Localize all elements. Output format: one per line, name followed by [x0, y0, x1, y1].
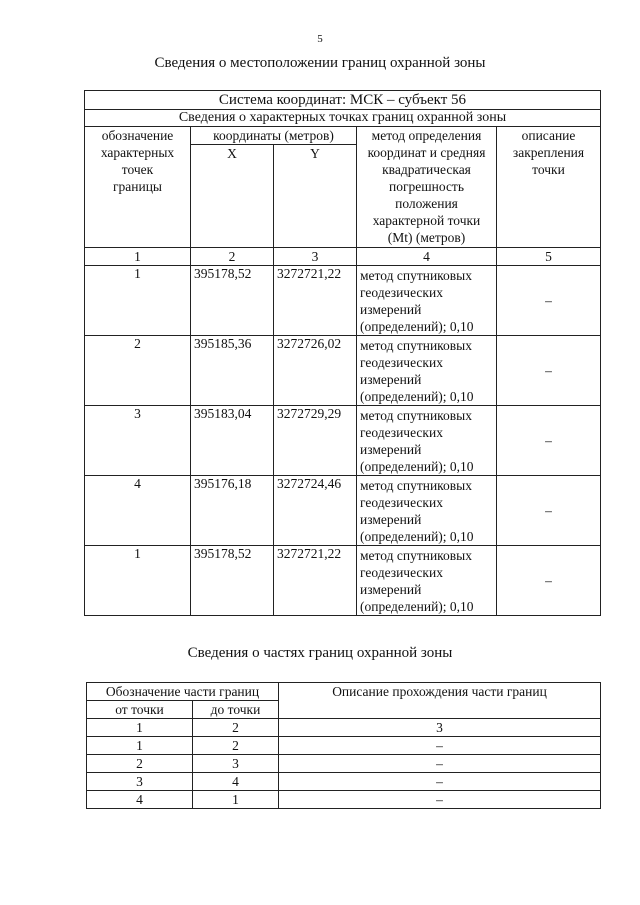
to-point: 2 [193, 737, 279, 755]
points-subtitle: Сведения о характерных точках границ охранной зоны [85, 110, 601, 127]
x-coordinate: 395178,52 [191, 546, 274, 616]
method-description: метод спутниковых геодезических измерений (определений); 0,10 [357, 406, 497, 476]
description-header: Описание прохождения части границ [279, 683, 601, 719]
point-number: 1 [85, 546, 191, 616]
method-description: метод спутниковых геодезических измерений (определений); 0,10 [357, 266, 497, 336]
fixing-description: – [497, 266, 601, 336]
column-number: 1 [87, 719, 193, 737]
table-row [85, 336, 601, 406]
page-number: 5 [317, 33, 323, 45]
location-title: Сведения о местоположении границ охранной зоны [154, 55, 486, 71]
from-point: 1 [87, 737, 193, 755]
y-coordinate: 3272721,22 [274, 546, 357, 616]
point-number: 2 [85, 336, 191, 406]
table-row [85, 546, 601, 616]
to-point: 3 [193, 755, 279, 773]
part-description: – [279, 791, 601, 809]
designation-header: Обозначение части границ [87, 683, 279, 701]
method-header: метод определения координат и средняя квадратическая погрешность положения характерной точки (Mt) (метров) [357, 127, 497, 248]
y-coordinate: 3272721,22 [274, 266, 357, 336]
column-number-row [85, 248, 601, 266]
part-description: – [279, 773, 601, 791]
column-number: 3 [279, 719, 601, 737]
x-coordinate: 395176,18 [191, 476, 274, 546]
to-point-header: до точки [193, 701, 279, 719]
point-designation-header: обозначение характерных точек границы [85, 127, 191, 248]
table-row [85, 476, 601, 546]
table-row [85, 266, 601, 336]
coordinates-header: координаты (метров) [191, 127, 357, 145]
y-coordinate: 3272726,02 [274, 336, 357, 406]
part-description: – [279, 737, 601, 755]
from-point-header: от точки [87, 701, 193, 719]
y-coordinate: 3272729,29 [274, 406, 357, 476]
point-number: 3 [85, 406, 191, 476]
table-row [87, 773, 601, 791]
fixing-description: – [497, 546, 601, 616]
coordinates-table [84, 90, 601, 616]
column-number: 1 [85, 248, 191, 266]
column-number: 4 [357, 248, 497, 266]
column-number: 2 [191, 248, 274, 266]
fixing-description: – [497, 476, 601, 546]
column-number: 5 [497, 248, 601, 266]
table-row [87, 755, 601, 773]
method-description: метод спутниковых геодезических измерений (определений); 0,10 [357, 546, 497, 616]
method-description: метод спутниковых геодезических измерений (определений); 0,10 [357, 336, 497, 406]
from-point: 2 [87, 755, 193, 773]
method-description: метод спутниковых геодезических измерений (определений); 0,10 [357, 476, 497, 546]
x-coordinate: 395178,52 [191, 266, 274, 336]
coordinate-system-label: Система координат: МСК – субъект 56 [85, 91, 601, 110]
fixing-header: описание закрепления точки [497, 127, 601, 248]
point-number: 4 [85, 476, 191, 546]
part-description: – [279, 755, 601, 773]
y-header: Y [274, 145, 357, 248]
parts-title: Сведения о частях границ охранной зоны [187, 645, 453, 661]
from-point: 3 [87, 773, 193, 791]
fixing-description: – [497, 336, 601, 406]
boundary-parts-table [86, 682, 601, 809]
column-number: 3 [274, 248, 357, 266]
from-point: 4 [87, 791, 193, 809]
to-point: 4 [193, 773, 279, 791]
fixing-description: – [497, 406, 601, 476]
table-row [85, 406, 601, 476]
table-row [87, 737, 601, 755]
to-point: 1 [193, 791, 279, 809]
x-header: X [191, 145, 274, 248]
column-number-row [87, 719, 601, 737]
x-coordinate: 395183,04 [191, 406, 274, 476]
column-number: 2 [193, 719, 279, 737]
y-coordinate: 3272724,46 [274, 476, 357, 546]
x-coordinate: 395185,36 [191, 336, 274, 406]
point-number: 1 [85, 266, 191, 336]
table-row [87, 791, 601, 809]
